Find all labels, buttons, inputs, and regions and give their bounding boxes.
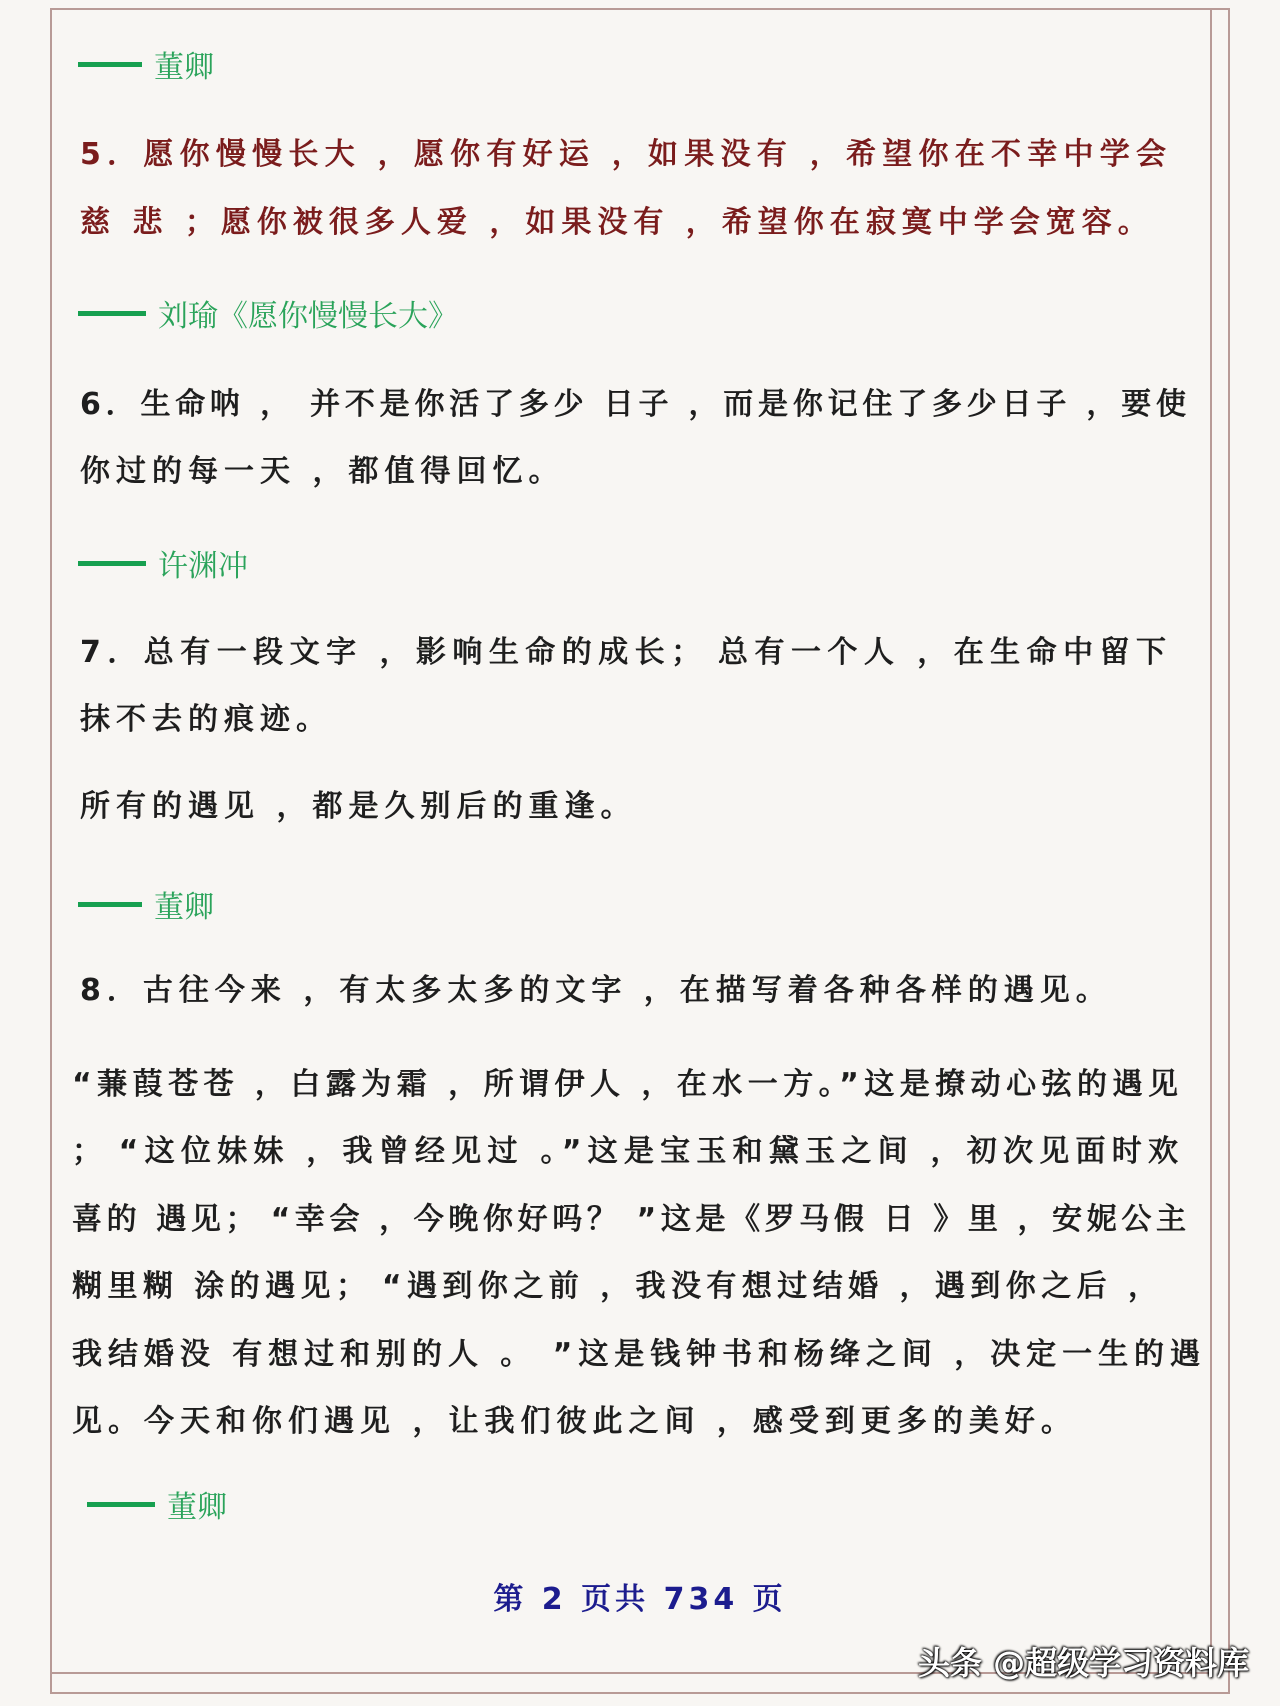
- dash-icon: [78, 561, 146, 566]
- attribution-text: 董卿: [167, 1490, 227, 1525]
- quote-8-line: 见。今天和你们遇见 ，让我们彼此之间 ，感受到更多的美好。: [72, 1404, 1077, 1439]
- quote-5-line: 慈 悲 ；愿你被很多人爱 ，如果没有 ，希望你在寂寞中学会宽容。: [80, 205, 1154, 240]
- attribution-text: 董卿: [154, 50, 214, 85]
- attribution: [78, 291, 458, 335]
- dash-icon: [78, 311, 146, 316]
- quote-7-line: 所有的遇见 ，都是久别后的重逢。: [80, 789, 637, 824]
- quote-8-line: 糊里糊 涂的遇见； “遇到你之前 ，我没有想过结婚 ，遇到你之后 ，: [72, 1269, 1158, 1304]
- quote-8-line: 我结婚没 有想过和别的人 。 ”这是钱钟书和杨绛之间 ，决定一生的遇: [72, 1337, 1200, 1372]
- attribution: [78, 541, 248, 585]
- quote-8-line: ； “这位妹妹 ，我曾经见过 。”这是宝玉和黛玉之间 ，初次见面时欢: [72, 1134, 1178, 1169]
- dash-icon: [78, 62, 142, 67]
- attribution: [78, 42, 214, 86]
- attribution-text: 刘瑜《愿你慢慢长大》: [158, 299, 458, 334]
- attribution-text: 董卿: [154, 890, 214, 925]
- watermark: 头条 @超级学习资料库: [918, 1644, 1250, 1682]
- quote-7-line: 7．总有一段文字 ，影响生命的成长； 总有一个人 ，在生命中留下: [80, 635, 1166, 670]
- attribution-text: 许渊冲: [158, 549, 248, 584]
- quote-8-line: “蒹葭苍苍 ，白露为霜 ，所谓伊人 ，在水一方。”这是撩动心弦的遇见: [72, 1067, 1178, 1102]
- quote-7-line: 抹不去的痕迹。: [80, 702, 332, 737]
- pagination: 第 2 页共 734 页: [493, 1582, 787, 1617]
- quote-8-line: 8．古往今来 ，有太多太多的文字 ，在描写着各种各样的遇见。: [80, 973, 1112, 1008]
- attribution: [78, 882, 214, 926]
- attribution: [87, 1482, 227, 1526]
- quote-6-line: 你过的每一天 ，都值得回忆。: [80, 454, 565, 489]
- quote-8-line: 喜的 遇见； “幸会 ，今晚你好吗？ ”这是《罗马假 日 》里 ，安妮公主: [72, 1202, 1186, 1237]
- dash-icon: [87, 1502, 155, 1507]
- quote-5-line: 5．愿你慢慢长大 ，愿你有好运 ，如果没有 ，希望你在不幸中学会: [80, 137, 1166, 172]
- quote-6-line: 6．生命呐 ， 并不是你活了多少 日子 ，而是你记住了多少日子 ，要使: [80, 387, 1186, 422]
- dash-icon: [78, 902, 142, 907]
